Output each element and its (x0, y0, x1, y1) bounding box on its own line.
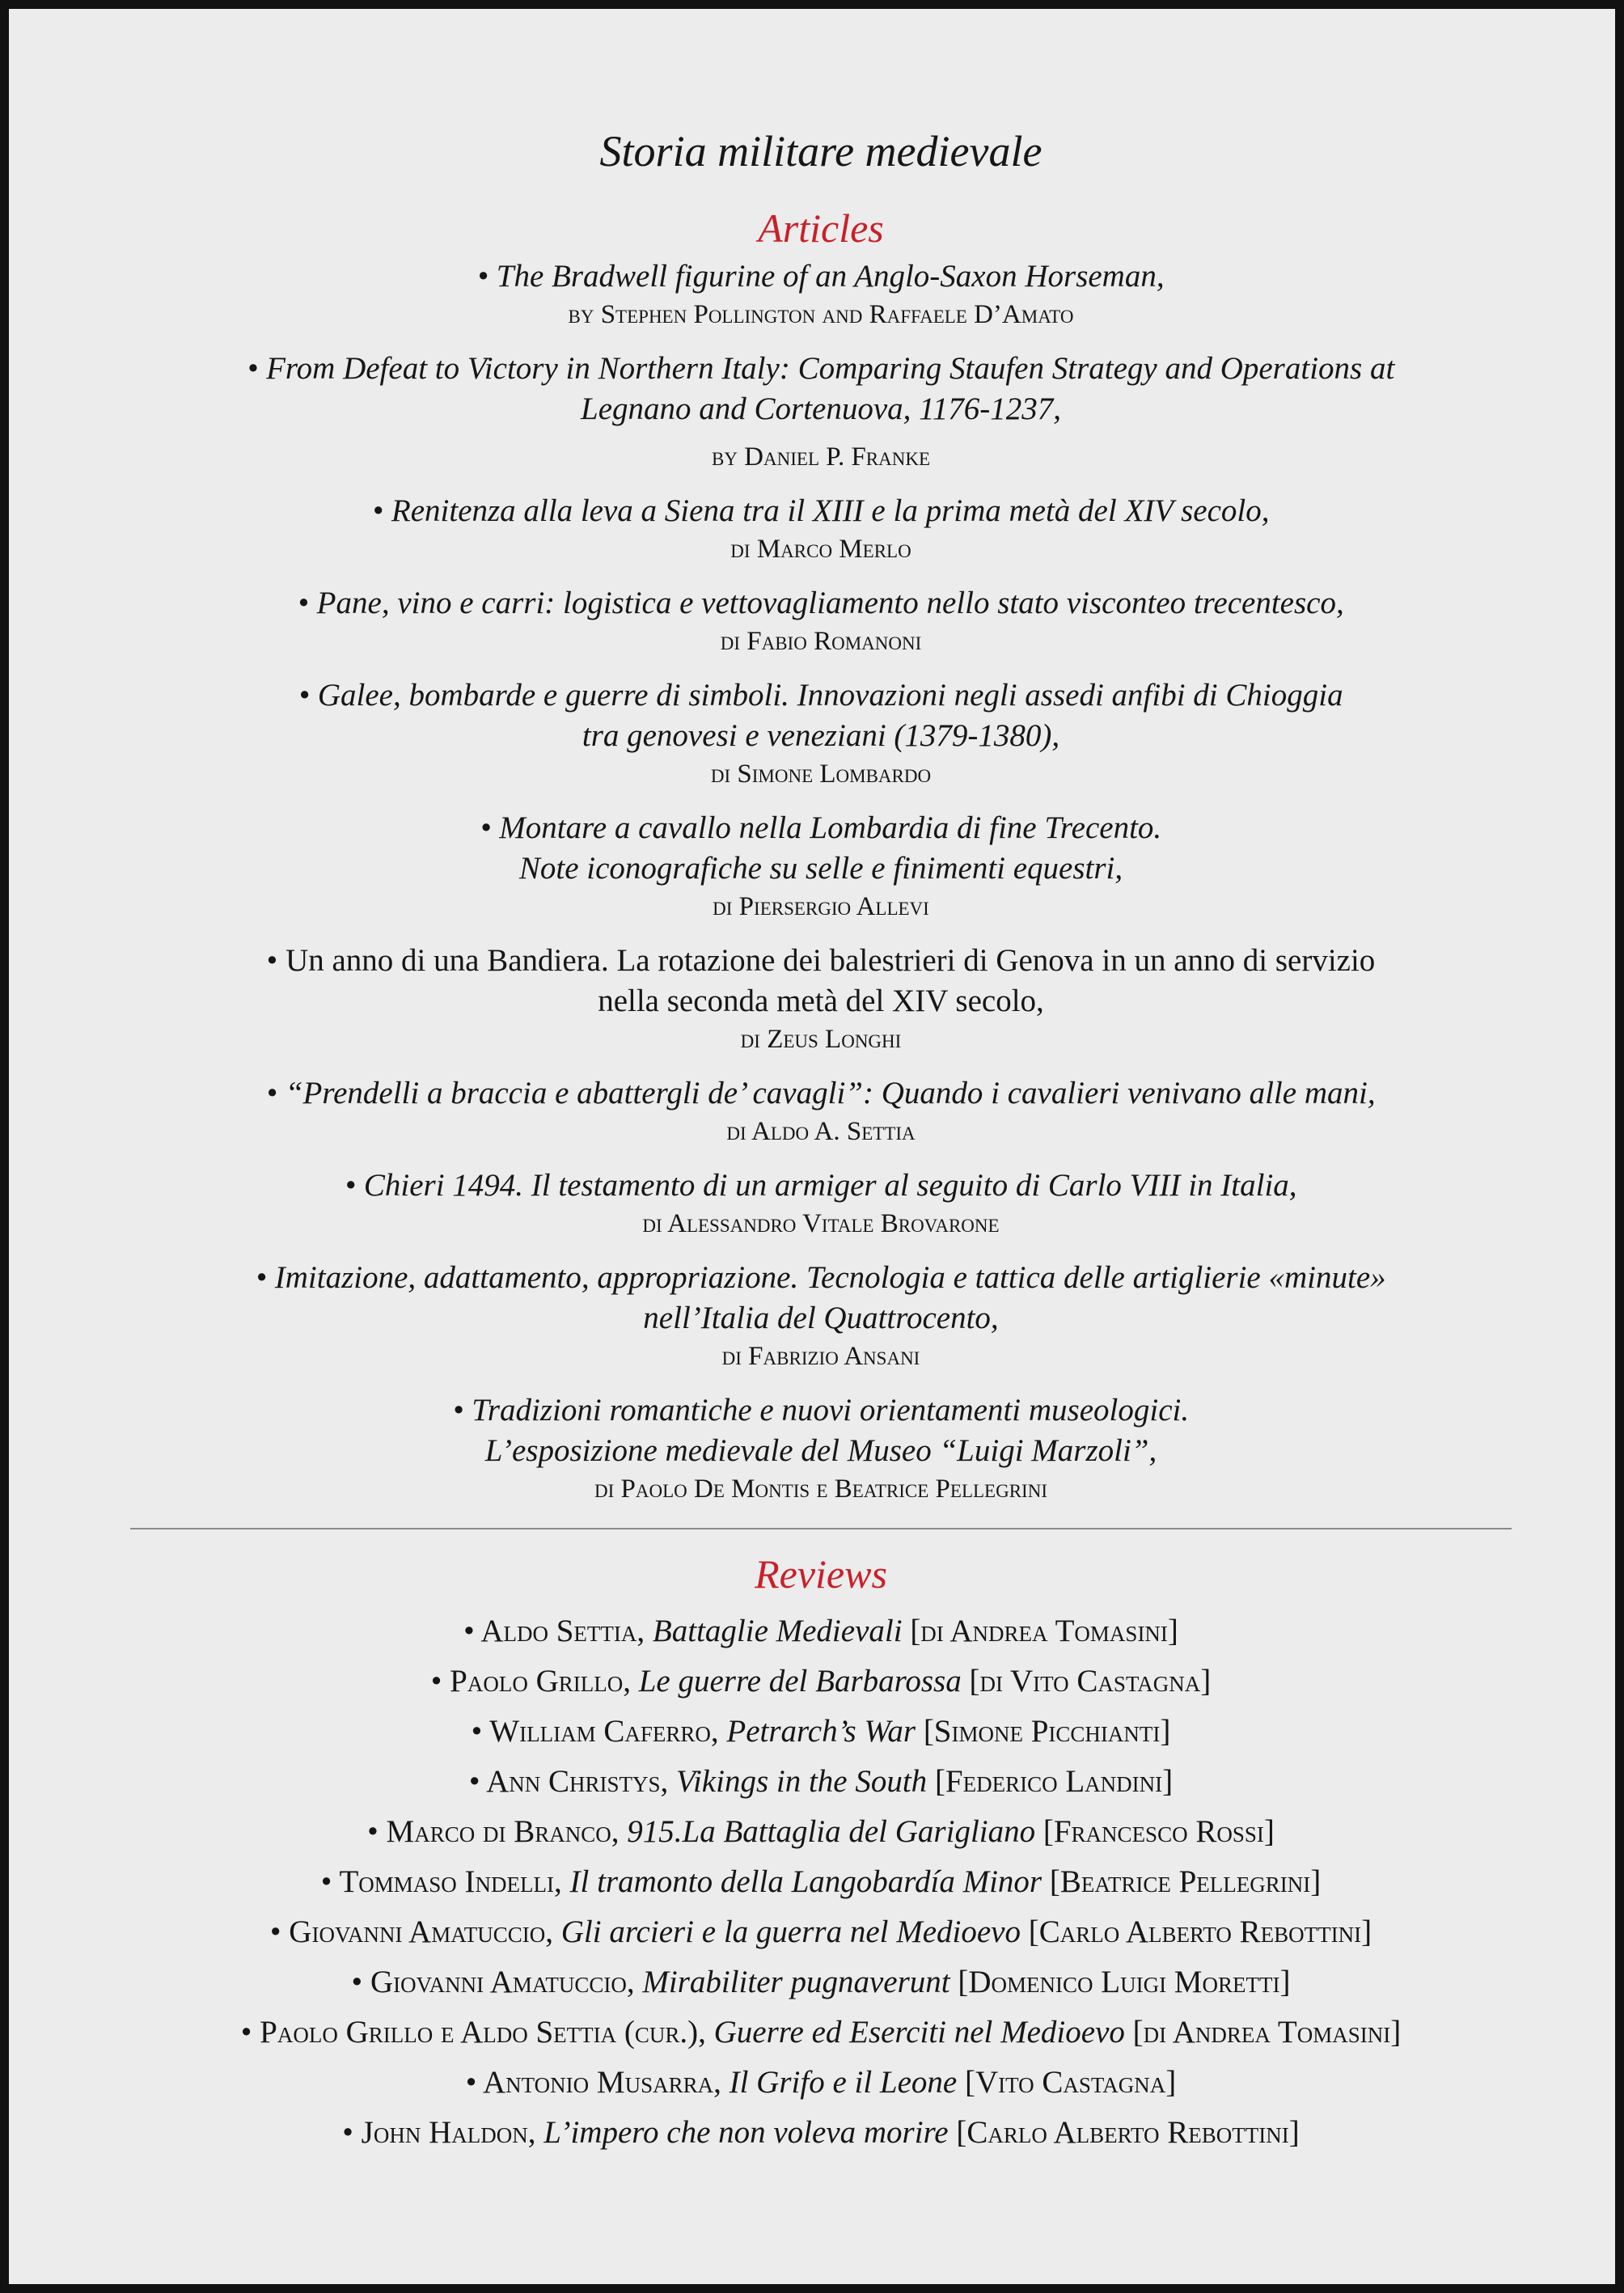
review-author: • John Haldon, (342, 2115, 544, 2150)
review-item (130, 1610, 1512, 1652)
review-book-title: Gli arcieri e la guerra nel Medioevo (560, 1914, 1021, 1949)
article-item (130, 491, 1512, 567)
article-byline: di Marco Merlo (730, 535, 911, 564)
review-book-title: Le guerre del Barbarossa (638, 1664, 962, 1699)
section-divider (130, 1528, 1512, 1529)
article-title-cont: nell’Italia del Quattrocento, (643, 1301, 999, 1335)
article-title: • Tradizioni romantiche e nuovi orientamenti museologici. (452, 1393, 1190, 1428)
article-title: • Imitazione, adattamento, appropriazione. Tecnologia e tattica delle artiglierie «minute» (256, 1260, 1386, 1295)
article-title: • Un anno di una Bandiera. La rotazione dei balestrieri di Genova in un anno di servizio (266, 943, 1376, 978)
review-author: • Ann Christys, (468, 1764, 677, 1799)
review-book-title: Mirabiliter pugnaverunt (642, 1965, 950, 1999)
review-author: • Marco di Branco, (367, 1814, 628, 1849)
review-reviewer: [Federico Landini] (927, 1764, 1174, 1799)
review-item (130, 1761, 1512, 1803)
articles-heading: Articles (758, 205, 884, 251)
review-book-title: Vikings in the South (676, 1764, 928, 1799)
review-item (130, 2012, 1512, 2054)
review-book-title: Battaglie Medievali (652, 1614, 903, 1648)
article-byline: di Alessandro Vitale Brovarone (642, 1209, 1000, 1238)
review-item (130, 1711, 1512, 1753)
article-item (130, 583, 1512, 659)
article-byline: by Stephen Pollington and Raffaele D’Amato (568, 300, 1074, 329)
review-item (130, 1661, 1512, 1703)
article-byline: di Fabrizio Ansani (721, 1342, 920, 1371)
review-book-title: Il tramonto della Langobardía Minor (569, 1864, 1042, 1899)
article-byline: di Fabio Romanoni (720, 627, 922, 656)
review-reviewer: [Beatrice Pellegrini] (1042, 1864, 1322, 1899)
articles-list (130, 256, 1512, 1507)
review-author: • Giovanni Amatuccio, (351, 1965, 643, 1999)
article-byline: di Paolo De Montis e Beatrice Pellegrini (594, 1474, 1047, 1504)
article-title-cont: Note iconografiche su selle e finimenti equestri, (518, 851, 1123, 886)
article-title-cont: tra genovesi e veneziani (1379-1380), (582, 718, 1060, 753)
review-reviewer: [Domenico Luigi Moretti] (949, 1965, 1291, 1999)
review-reviewer: [Francesco Rossi] (1035, 1814, 1275, 1849)
review-book-title: 915.La Battaglia del Garigliano (627, 1814, 1036, 1849)
article-byline: di Zeus Longhi (740, 1025, 902, 1054)
review-author: • Antonio Musarra, (465, 2065, 730, 2100)
article-item (130, 256, 1512, 332)
article-item (130, 1166, 1512, 1242)
article-title: • Renitenza alla leva a Siena tra il XIII e la prima metà del XIV secolo, (372, 493, 1270, 528)
review-book-title: Guerre ed Eserciti nel Medioevo (713, 2015, 1125, 2050)
review-item (130, 1861, 1512, 1903)
article-title: • From Defeat to Victory in Northern Italy: Comparing Staufen Strategy and Operations at (247, 351, 1395, 386)
article-item (130, 349, 1512, 475)
review-reviewer: [di Andrea Tomasini] (902, 1614, 1178, 1648)
journal-title: Storia militare medievale (599, 127, 1042, 176)
article-title: • Galee, bombarde e guerre di simboli. Innovazioni negli assedi anfibi di Chioggia (298, 678, 1343, 713)
article-title-cont: nella seconda metà del XIV secolo, (598, 984, 1044, 1018)
article-title-cont: Legnano and Cortenuova, 1176-1237, (581, 391, 1061, 426)
review-author: • Paolo Grillo e Aldo Settia (cur.), (240, 2015, 714, 2050)
review-item (130, 2062, 1512, 2104)
article-title: • Chieri 1494. Il testamento di un armiger al seguito di Carlo VIII in Italia, (345, 1168, 1297, 1203)
review-item (130, 2112, 1512, 2154)
review-reviewer: [Simone Picchianti] (916, 1714, 1171, 1749)
review-reviewer: [di Andrea Tomasini] (1124, 2015, 1402, 2050)
article-item (130, 1390, 1512, 1507)
article-item (130, 808, 1512, 924)
reviews-list (130, 1610, 1512, 2154)
review-book-title: Petrarch’s War (726, 1714, 916, 1749)
review-author: • Aldo Settia, (463, 1614, 653, 1648)
review-item (130, 1811, 1512, 1853)
review-author: • Giovanni Amatuccio, (269, 1914, 561, 1949)
article-byline: di Aldo A. Settia (726, 1117, 916, 1146)
article-title: • The Bradwell figurine of an Anglo-Saxon Horseman, (477, 259, 1165, 294)
article-title-cont: L’esposizione medievale del Museo “Luigi Marzoli”, (484, 1433, 1157, 1468)
article-item (130, 1258, 1512, 1374)
review-item (130, 1961, 1512, 2003)
article-item (130, 941, 1512, 1057)
article-item (130, 675, 1512, 792)
table-of-contents (130, 121, 1512, 2154)
article-title: • “Prendelli a braccia e abattergli de’ cavagli”: Quando i cavalieri venivano alle mani, (266, 1076, 1376, 1111)
article-item (130, 1073, 1512, 1149)
reviews-heading: Reviews (755, 1551, 887, 1597)
review-book-title: Il Grifo e il Leone (729, 2065, 958, 2100)
review-book-title: L’impero che non voleva morire (543, 2115, 949, 2150)
article-byline: by Daniel P. Franke (711, 442, 931, 472)
review-reviewer: [di Vito Castagna] (961, 1664, 1212, 1699)
review-reviewer: [Vito Castagna] (957, 2065, 1177, 2100)
article-title: • Montare a cavallo nella Lombardia di fine Trecento. (480, 810, 1162, 845)
review-item (130, 1911, 1512, 1953)
article-title: • Pane, vino e carri: logistica e vettovagliamento nello stato visconteo trecentesco, (298, 586, 1344, 620)
article-byline: di Piersergio Allevi (713, 892, 929, 921)
article-byline: di Simone Lombardo (710, 759, 932, 789)
review-author: • William Caferro, (471, 1714, 727, 1749)
review-reviewer: [Carlo Alberto Rebottini] (1020, 1914, 1372, 1949)
review-author: • Tommaso Indelli, (320, 1864, 570, 1899)
review-author: • Paolo Grillo, (430, 1664, 639, 1699)
review-reviewer: [Carlo Alberto Rebottini] (948, 2115, 1300, 2150)
